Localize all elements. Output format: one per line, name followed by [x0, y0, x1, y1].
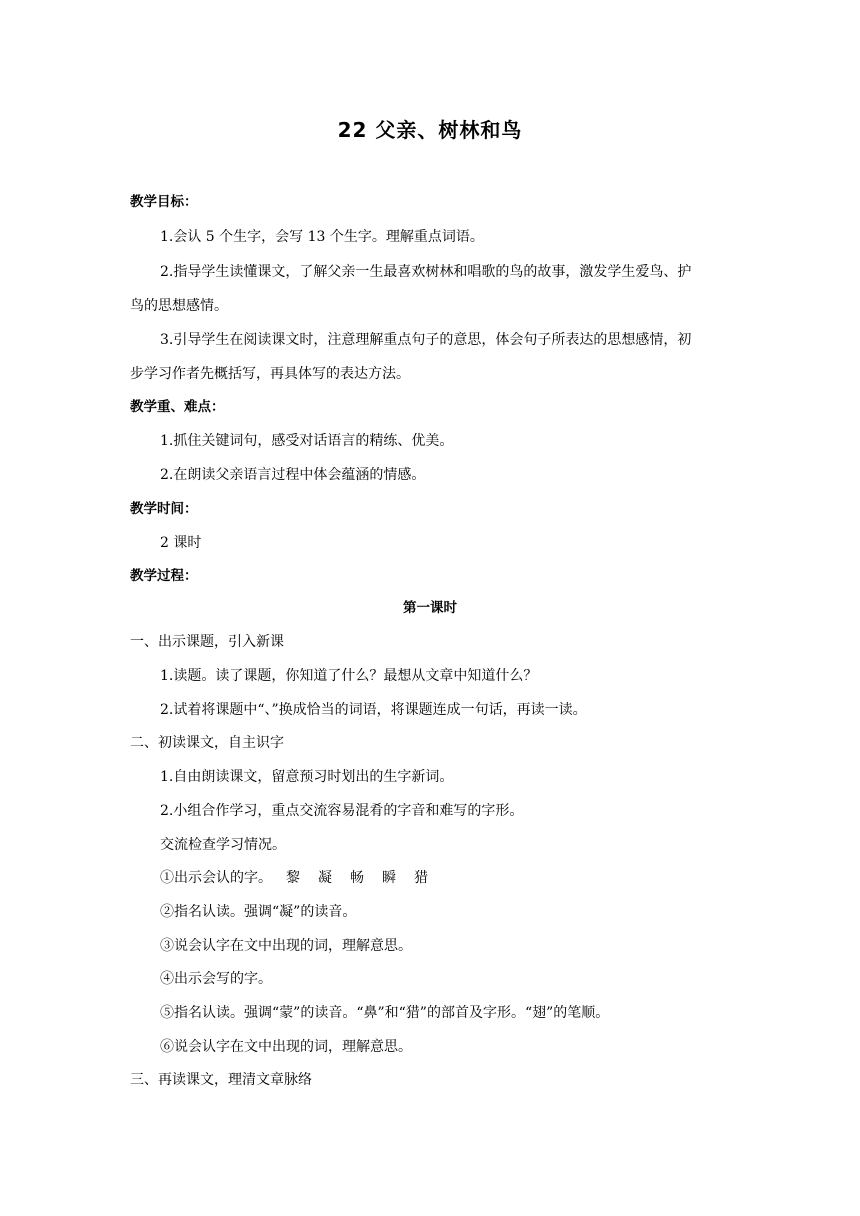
goal-3-line-1: 3.引导学生在阅读课文时，注意理解重点句子的意思，体会句子所表达的思想感情，初 [160, 332, 692, 348]
key-point-2: 2.在朗读父亲语言过程中体会蕴涵的情感。 [160, 467, 426, 483]
step-2-item-3: 交流检查学习情况。 [160, 837, 286, 853]
check-item-3: ③说会认字在文中出现的词，理解意思。 [160, 938, 412, 954]
check-item-2: ②指名认读。强调“凝”的读音。 [160, 904, 357, 920]
step-2-item-2: 2.小组合作学习，重点交流容易混肴的字音和难写的字形。 [160, 803, 524, 819]
time-heading: 教学时间： [130, 501, 198, 517]
key-point-1: 1.抓住关键词句，感受对话语言的精练、优美。 [160, 433, 454, 449]
check-item-4: ④出示会写的字。 [160, 971, 272, 987]
step-1-item-2: 2.试着将课题中“、”换成恰当的词语，将课题连成一句话，再读一读。 [160, 702, 587, 718]
process-heading: 教学过程： [130, 568, 198, 584]
recognize-char: 瞬 [382, 870, 396, 886]
goal-3-line-2: 步学习作者先概括写，再具体写的表达方法。 [130, 366, 410, 382]
key-points-heading: 教学重、难点： [130, 399, 225, 415]
step-1-item-1: 1.读题。读了课题，你知道了什么？最想从文章中知道什么？ [160, 668, 538, 684]
check-item-6: ⑥说会认字在文中出现的词，理解意思。 [160, 1039, 412, 1055]
goals-heading: 教学目标： [130, 194, 198, 210]
step-2-heading: 二、初读课文，自主识字 [130, 735, 284, 751]
step-3-heading: 三、再读课文，理清文章脉络 [130, 1072, 312, 1088]
goal-2-line-2: 鸟的思想感情。 [130, 298, 228, 314]
recognize-char: 黎 [286, 870, 300, 886]
check-item-1-label: ①出示会认的字。 [160, 870, 272, 886]
goal-2-line-1: 2.指导学生读懂课文，了解父亲一生最喜欢树林和唱歌的鸟的故事，激发学生爱鸟、护 [160, 264, 692, 280]
recognize-char: 凝 [318, 870, 332, 886]
check-item-1 [160, 868, 780, 888]
time-value: 2 课时 [160, 535, 202, 551]
recognize-char: 猎 [414, 870, 428, 886]
step-1-heading: 一、出示课题，引入新课 [130, 634, 284, 650]
step-2-item-1: 1.自由朗读课文，留意预习时划出的生字新词。 [160, 769, 454, 785]
check-item-5: ⑤指名认读。强调“蒙”的读音。“鼻”和“猎”的部首及字形。“翅”的笔顺。 [160, 1005, 610, 1021]
lesson-1-heading: 第一课时 [403, 600, 457, 616]
goal-1: 1.会认 5 个生字，会写 13 个生字。理解重点词语。 [160, 229, 484, 245]
recognize-char: 畅 [350, 870, 364, 886]
document-title: 22 父亲、树林和鸟 [337, 118, 523, 142]
